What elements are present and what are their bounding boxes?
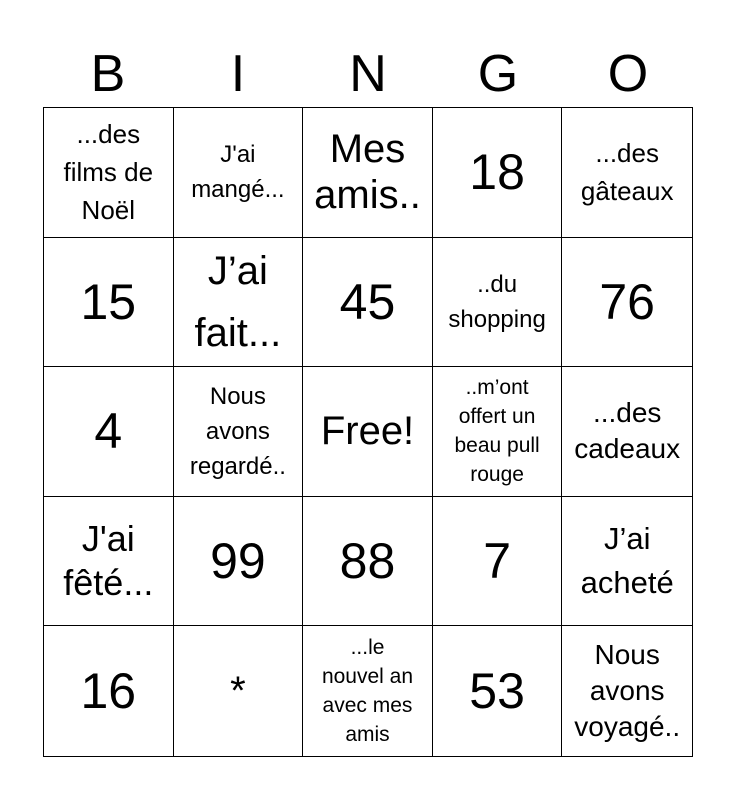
cell-text: 88: [339, 533, 396, 590]
cell-text: Nous avons regardé..: [189, 382, 286, 480]
cell-text: 99: [210, 533, 266, 590]
cell-text: ...des films de Noël: [63, 119, 154, 226]
bingo-board: [43, 107, 693, 757]
cell-text: J’ai acheté: [580, 521, 674, 601]
bingo-cell[interactable]: [303, 238, 433, 368]
bingo-cell[interactable]: [44, 238, 174, 368]
bingo-cell[interactable]: [562, 238, 692, 368]
cell-text: Nous avons voyagé..: [574, 639, 681, 743]
header-letter-i: I: [230, 45, 246, 103]
bingo-cell[interactable]: [303, 497, 433, 627]
bingo-cell[interactable]: [303, 108, 433, 238]
cell-text: J'ai mangé...: [191, 141, 285, 204]
cell-text: 18: [469, 144, 525, 201]
cell-text: 4: [94, 403, 123, 460]
bingo-cell[interactable]: [174, 238, 304, 368]
cell-text: J’ai fait...: [194, 248, 282, 355]
cell-text: ...des cadeaux: [574, 397, 681, 465]
cell-text: 45: [339, 273, 396, 330]
bingo-cell[interactable]: [562, 367, 692, 497]
bingo-cell[interactable]: [174, 367, 304, 497]
bingo-cell[interactable]: [433, 238, 563, 368]
cell-text: Mes amis..: [314, 127, 421, 218]
bingo-header: [43, 40, 693, 108]
bingo-cell[interactable]: [303, 626, 433, 756]
cell-text: ..du shopping: [448, 270, 546, 333]
cell-text: ...des gâteaux: [580, 138, 674, 207]
bingo-cell[interactable]: [433, 626, 563, 756]
bingo-cell[interactable]: [562, 108, 692, 238]
cell-text: 76: [599, 273, 655, 330]
cell-text: 7: [483, 533, 511, 590]
bingo-cell[interactable]: [44, 108, 174, 238]
cell-text: J'ai fêté...: [63, 518, 154, 604]
cell-text: ..m’ont offert un beau pull rouge: [454, 376, 540, 487]
free-space-text: Free!: [320, 409, 415, 454]
cell-text: 15: [80, 273, 137, 330]
cell-text: ...le nouvel an avec mes amis: [321, 636, 414, 747]
bingo-cell[interactable]: [174, 497, 304, 627]
header-letter-n: N: [349, 45, 387, 103]
bingo-cell[interactable]: [44, 367, 174, 497]
bingo-cell[interactable]: [433, 497, 563, 627]
bingo-cell[interactable]: [44, 497, 174, 627]
cell-text: 53: [469, 663, 525, 720]
free-space-cell[interactable]: [303, 367, 433, 497]
header-letter-g: G: [477, 45, 519, 103]
bingo-cell[interactable]: [44, 626, 174, 756]
cell-text: 16: [80, 663, 137, 720]
bingo-cell[interactable]: [562, 497, 692, 627]
header-letter-o: O: [607, 45, 649, 103]
bingo-cell[interactable]: [433, 108, 563, 238]
header-letter-b: B: [90, 45, 126, 103]
bingo-cell[interactable]: [433, 367, 563, 497]
bingo-cell[interactable]: [174, 626, 304, 756]
cell-text: *: [230, 669, 246, 714]
bingo-cell[interactable]: [174, 108, 304, 238]
bingo-cell[interactable]: [562, 626, 692, 756]
